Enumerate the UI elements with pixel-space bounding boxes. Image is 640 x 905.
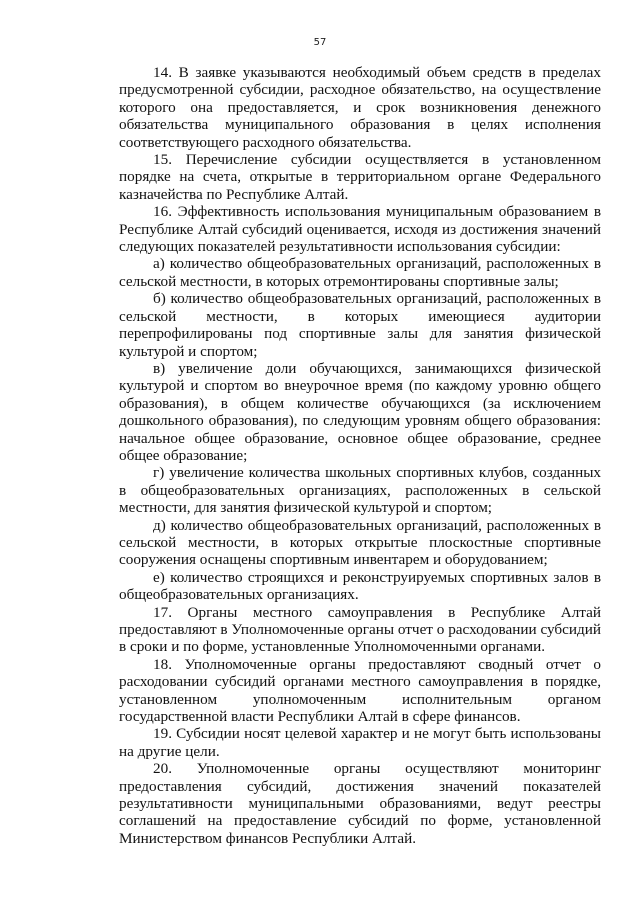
page-number: 57 [313,37,327,48]
paragraph-17: 17. Органы местного самоуправления в Республике Алтай предоставляют в Уполномоченные органы отчет о расходовании субсидий в сроки и по форме, установленные Уполномоченными органами. [119,603,601,656]
paragraph-16: 16. Эффективность использования муниципальным образованием в Республике Алтай субсидий оценивается, исходя из достижения значений следующих показателей результативности использования субсидии: [119,203,601,256]
document-body [119,64,601,847]
paragraph-15: 15. Перечисление субсидии осуществляется в установленном порядке на счета, открытые в территориальном органе Федерального казначейства по Республике Алтай. [119,151,601,203]
list-item-b: б) количество общеобразовательных организаций, расположенных в сельской местности, в которых имеющиеся аудитории перепрофилированы под спортивные залы для занятия физической культурой и спортом; [119,290,601,360]
list-item-d: д) количество общеобразовательных организаций, расположенных в сельской местности, в которых открытые плоскостные спортивные сооружения оснащены спортивным инвентарем и оборудованием; [119,516,601,569]
paragraph-14: 14. В заявке указываются необходимый объем средств в пределах предусмотренной субсидии, расходное обязательство, на осуществление которого она предоставляется, и срок возникновения денежного обязательства муниципального образования в целях исполнения соответствующего расходного обязательства. [119,64,601,151]
paragraph-20: 20. Уполномоченные органы осуществляют мониторинг предоставления субсидий, достижения значений показателей результативности муниципальными образованиями, ведут реестры соглашений на предоставление субсидий по форме, установленной Министерством финансов Республики Алтай. [119,760,601,847]
paragraph-18: 18. Уполномоченные органы предоставляют сводный отчет о расходовании субсидий органами местного самоуправления в порядке, установленном уполномоченным исполнительным органом государственной власти Республики Алтай в сфере финансов. [119,655,601,726]
paragraph-19: 19. Субсидии носят целевой характер и не могут быть использованы на другие цели. [119,725,601,760]
list-item-a: а) количество общеобразовательных организаций, расположенных в сельской местности, в которых отремонтированы спортивные залы; [119,255,601,290]
list-item-v: в) увеличение доли обучающихся, занимающихся физической культурой и спортом во внеурочное время (по каждому уровню общего образования), в общем количестве обучающихся (за исключением дошкольного образования), по следующим уровням общего образования: начальное общее образование, основное общее образование, среднее общее образование; [119,359,601,464]
list-item-g: г) увеличение количества школьных спортивных клубов, созданных в общеобразовательных организациях, расположенных в сельской местности, для занятия физической культурой и спортом; [119,464,601,517]
list-item-e: е) количество строящихся и реконструируемых спортивных залов в общеобразовательных организациях. [119,568,601,604]
